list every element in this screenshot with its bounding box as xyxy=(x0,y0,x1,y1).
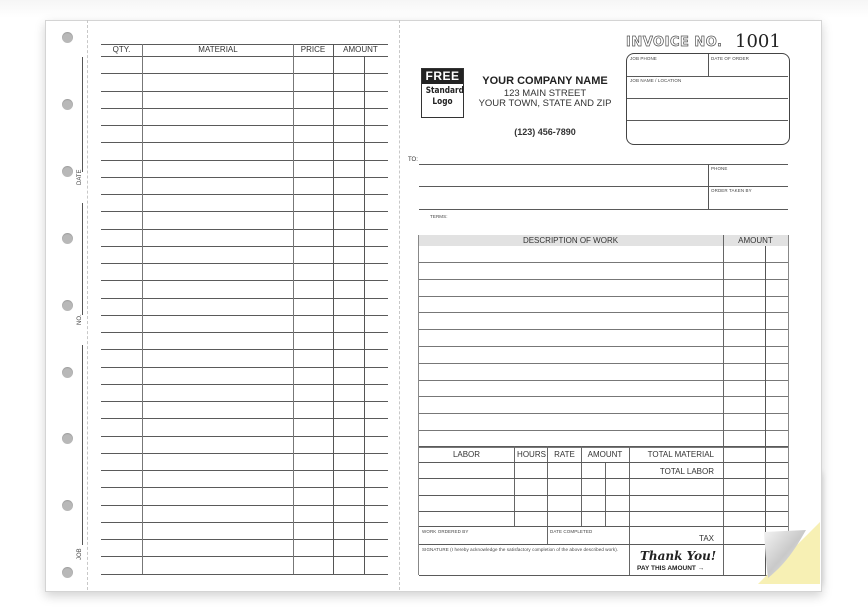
logo-free-text: FREE xyxy=(422,69,463,84)
material-row-line xyxy=(101,505,388,506)
job-phone-label: JOB PHONE xyxy=(630,56,657,61)
material-row-line xyxy=(101,556,388,557)
material-row-line xyxy=(101,436,388,437)
description-row-line xyxy=(419,413,788,414)
description-row-line xyxy=(419,312,788,313)
binding-hole xyxy=(62,32,73,43)
perforation-center xyxy=(399,20,400,590)
stub-date-line xyxy=(82,57,83,172)
material-col-divider xyxy=(142,44,143,574)
material-row-line xyxy=(101,522,388,523)
material-row-line xyxy=(101,229,388,230)
material-row-line xyxy=(101,332,388,333)
material-row-line xyxy=(101,574,388,575)
material-row-line xyxy=(101,384,388,385)
tax-label: TAX xyxy=(699,534,714,543)
description-row-line xyxy=(419,396,788,397)
stub-no-label: NO. xyxy=(77,314,83,325)
footer-bottom-line xyxy=(419,575,788,576)
labor-row-line xyxy=(419,495,788,496)
material-row-line xyxy=(101,418,388,419)
date-completed-label: DATE COMPLETED xyxy=(550,529,593,534)
company-logo xyxy=(421,68,464,118)
stub-job-line xyxy=(82,345,83,545)
to-line-3 xyxy=(419,209,788,210)
material-row-line xyxy=(101,263,388,264)
description-row-line xyxy=(419,279,788,280)
material-row-line xyxy=(101,194,388,195)
material-row-line xyxy=(101,367,388,368)
description-row-line xyxy=(419,346,788,347)
col-qty: QTY. xyxy=(112,45,131,54)
material-row-line xyxy=(101,315,388,316)
work-amount-header: AMOUNT xyxy=(738,236,773,245)
work-left-border xyxy=(418,235,419,575)
logo-standard-text: Standard xyxy=(425,86,464,96)
thank-you-text: Thank You! xyxy=(640,549,717,563)
material-row-line xyxy=(101,401,388,402)
labor-row-line xyxy=(419,478,788,479)
rate-header: RATE xyxy=(554,450,575,459)
labor-amount-header: AMOUNT xyxy=(587,450,623,459)
material-row-line xyxy=(101,56,388,57)
labor-row-line xyxy=(419,462,788,463)
company-phone: (123) 456-7890 xyxy=(514,127,576,137)
material-row-line xyxy=(101,108,388,109)
binding-hole xyxy=(62,166,73,177)
job-name-location-label: JOB NAME / LOCATION xyxy=(630,78,682,83)
hours-divider xyxy=(514,446,515,526)
description-row-line xyxy=(419,363,788,364)
logo-logo-text: Logo xyxy=(432,97,453,107)
phone-label: PHONE xyxy=(711,166,728,171)
cents-col-divider xyxy=(364,56,365,574)
stub-date-label: DATE xyxy=(77,169,83,185)
company-address-2: YOUR TOWN, STATE AND ZIP xyxy=(478,98,612,109)
invoice-title: INVOICE NO. xyxy=(626,35,723,50)
material-row-line xyxy=(101,73,388,74)
binding-hole xyxy=(62,433,73,444)
pay-this-amount-label: PAY THIS AMOUNT → xyxy=(637,565,705,572)
material-row-line xyxy=(101,470,388,471)
labor-row-line xyxy=(419,511,788,512)
to-line-1 xyxy=(419,164,788,165)
stub-job-label: JOB xyxy=(77,548,83,560)
footer-line-1 xyxy=(419,526,788,527)
footer-line-2 xyxy=(419,544,788,545)
binding-hole xyxy=(62,99,73,110)
job-box-divider xyxy=(708,54,709,76)
description-row-line xyxy=(419,430,788,431)
binding-hole xyxy=(62,367,73,378)
total-material-label: TOTAL MATERIAL xyxy=(647,450,714,459)
description-row-line xyxy=(419,262,788,263)
material-row-line xyxy=(101,349,388,350)
signature-label: SIGNATURE (I hereby acknowledge the satisfactory completion of the above described work). xyxy=(422,547,619,552)
description-row-line xyxy=(419,380,788,381)
stub-no-line xyxy=(82,203,83,315)
binding-hole xyxy=(62,500,73,511)
material-row-line xyxy=(101,177,388,178)
material-row-line xyxy=(101,211,388,212)
customer-divider xyxy=(708,164,709,209)
price-col-divider xyxy=(293,44,294,574)
col-price: PRICE xyxy=(300,45,326,54)
labor-top-line xyxy=(419,446,788,447)
terms-label: TERMS: xyxy=(430,214,448,219)
material-row-line xyxy=(101,280,388,281)
material-row-line xyxy=(101,298,388,299)
company-address-1: 123 MAIN STREET xyxy=(503,88,587,99)
perforation-left xyxy=(87,20,88,590)
labor-header: LABOR xyxy=(452,450,481,459)
material-row-line xyxy=(101,125,388,126)
hours-header: HOURS xyxy=(517,450,546,459)
material-row-line xyxy=(101,160,388,161)
date-of-order-label: DATE OF ORDER xyxy=(711,56,749,61)
binding-hole xyxy=(62,300,73,311)
binding-hole xyxy=(62,233,73,244)
invoice-number: 1001 xyxy=(735,31,781,52)
material-row-line xyxy=(101,539,388,540)
job-box-line-1 xyxy=(627,76,788,77)
work-amount-divider xyxy=(723,235,724,575)
job-box-line-3 xyxy=(627,120,788,121)
material-row-line xyxy=(101,246,388,247)
to-line-2 xyxy=(419,186,788,187)
col-amount: AMOUNT xyxy=(343,45,378,54)
company-name: YOUR COMPANY NAME xyxy=(482,75,608,87)
binding-hole xyxy=(62,567,73,578)
col-material: MATERIAL xyxy=(198,45,238,54)
description-row-line xyxy=(419,296,788,297)
description-header: DESCRIPTION OF WORK xyxy=(522,236,619,245)
page-curl-icon xyxy=(758,522,820,584)
to-label: TO: xyxy=(408,157,418,163)
material-row-line xyxy=(101,91,388,92)
total-labor-label: TOTAL LABOR xyxy=(659,467,714,476)
job-box-line-2 xyxy=(627,98,788,99)
material-row-line xyxy=(101,487,388,488)
labor-amount-divider xyxy=(581,446,582,526)
order-taken-by-label: ORDER TAKEN BY xyxy=(711,188,752,193)
description-row-line xyxy=(419,329,788,330)
amount-col-divider xyxy=(333,44,334,574)
material-row-line xyxy=(101,142,388,143)
material-row-line xyxy=(101,453,388,454)
work-ordered-by-label: WORK ORDERED BY xyxy=(422,529,469,534)
